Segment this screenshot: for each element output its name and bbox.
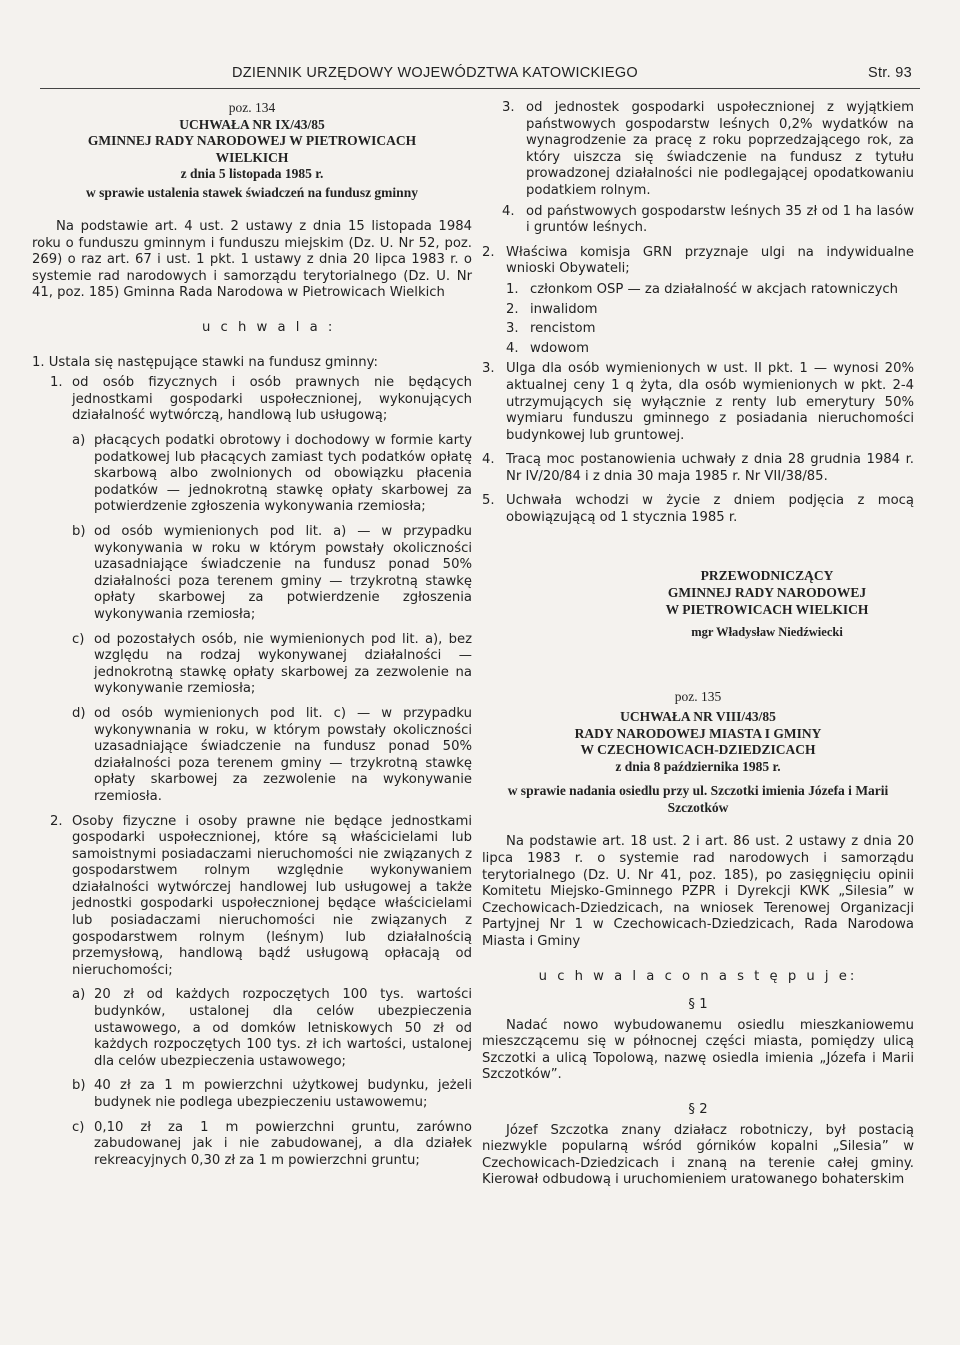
section-1-item-1: 1. od osób fizycznych i osób prawnych nie będących jednostkami gospodarki uspołecznionej, wykonujących działalność wytwórczą, handlową lub usługową; (50, 375, 472, 424)
list-item: 1. członkom OSP — za działalność w akcjach ratowniczych (506, 281, 898, 297)
preamble: Na podstawie art. 4 ust. 2 ustawy z dnia 15 listopada 1984 roku o funduszu gminnym i funduszu miejskim (Dz. U. Nr 52, poz. 269) o raz art. 67 i ust. 1 pkt. 1 ustawy z dnia 20 lipca 1983 r. o systemie rad narodowych i samorządu terytorialnego (Dz. U. Nr 41, poz. 185) Gminna Rada Narodowa w Pietrowicach Wielkich (32, 219, 472, 301)
resolution-title: UCHWAŁA NR IX/43/85 (179, 116, 325, 132)
section-3: 3. Ulga dla osób wymienionych w ust. II pkt. 1 — wynosi 20% aktualnej ceny 1 q żyta, dla osób wymienionych w pkt. 2-4 utrzymujących się wyłącznie z renty lub emerytury 50% wymiaru funduszu gminnego z posiadania nieruchomości budynkowej lub gruntowej. (482, 361, 914, 443)
section-1-item-3: 3. od jednostek gospodarki uspołecznionej z wyjątkiem państwowych gospodarstw leśnych 0,2% wydatków na wynagrodzenie za pracę z roku poprzedzającego rok, za który uiszcza się świadczenie na fundusz z tytułu prowadzonej działalności nie podlegającej opodatkowaniu podatkiem rolnym. (502, 100, 914, 198)
resolution-2-subject: w sprawie nadania osiedlu przy ul. Szczotki imienia Józefa i Marii Szczotków (507, 783, 889, 815)
issuing-body-2: RADY NARODOWEJ MIASTA I GMINY (574, 725, 822, 741)
list-item: 4. wdowom (506, 340, 589, 356)
list-item: 3. rencistom (506, 321, 596, 337)
issuing-body: GMINNEJ RADY NARODOWEJ W PIETROWICACH WIELKICH (87, 133, 417, 165)
paragraph-2-text: Józef Szczotka znany działacz robotniczy, był postacią niezwykle popularną wśród górników kopalni „Silesia” w Czechowicach-Dziedzicach i znaną na terenie całej gminy. Kierował odbudową i uruchomieniem uratowanego bohaterskim (482, 1122, 914, 1188)
resolution-heading (32, 100, 472, 183)
section-1-item-1d: d) od osób wymienionych pod lit. c) — w przypadku wykonywnania w roku, w którym powstały okoliczności uzasadniające świadczenie na fundusz ponad 50% działalności poza terenem gminy — trzykrotną stawkę opłaty skarbowej za zezwolenie na wykonywanie rzemiosła. (72, 705, 472, 804)
section-1-item-1b: b) od osób wymienionych pod lit. a) — w przypadku wykonywania w roku w którym powstały okoliczności uzasadniające świadczenie na fundusz ponad 50% działalności poza terenem gminy — trzykrotną stawkę opłaty skarbowej za potwierdzenie zgłoszenia wykonywania rzemiosła; (72, 524, 472, 622)
preamble-2: Na podstawie art. 18 ust. 2 i art. 86 ust. 2 ustawy z dnia 20 lipca 1983 r. o systemie rad narodowych i samorządu terytorialnego (Dz. U. Nr 41, poz. 185), po zasięgnięciu opinii Komitetu Miejsko-Gminnego PZPR i Dyrekcji KWK „Silesia” w Czechowicach-Dziedzicach, na wniosek Terenowej Organizacji Partyjnej Nr 1 w Czechowicach-Dziedzicach, Rada Narodowa Miasta i Gminy (482, 834, 914, 949)
resolution-2-heading (482, 689, 914, 776)
journal-title: DZIENNIK URZĘDOWY WOJEWÓDZTWA KATOWICKIEGO (232, 65, 638, 81)
section-1-item-4: 4. od państwowych gospodarstw leśnych 35 zł od 1 ha lasów i gruntów leśnych. (502, 203, 914, 236)
section-1-item-1c: c) od pozostałych osób, nie wymienionych pod lit. a), bez względu na rodzaj wykonywanej działalności — jednokrotną stawkę opłaty skarbowej za zezwolenie na wykonywanie rzemiosła; (72, 631, 472, 697)
signature-name: mgr Władysław Niedźwiecki (691, 624, 843, 639)
section-1: 1. Ustala się następujące stawki na fundusz gminny: (32, 354, 378, 370)
section-1-item-2a: a) 20 zł od każdych rozpoczętych 100 tys. wartości budynków, ustalonej dla celów ubezpieczenia ustawowego, a od domków letniskowych 50 zł od każdych rozpoczętych 100 tys. zł ich wartości, ustalonej dla celów ubezpieczenia ustawowego; (72, 987, 472, 1069)
section-4: 4. Tracą moc postanowienia uchwały z dnia 28 grudnia 1984 r. Nr IV/20/84 i z dnia 30 maja 1985 r. Nr VII/38/85. (482, 452, 914, 484)
signature-title: PRZEWODNICZĄCY (700, 567, 834, 583)
section-1-item-1a: a) płacących podatki obrotowy i dochodowy w formie karty podatkowej lub płacących zamiast tych podatków opłatę skarbową albo zwolnionych od obowiązku płacenia podatków — jednokrotną stawkę opłaty skarbowej za potwierdzenie zgłoszenia wykonywania rzemiosła; (72, 433, 472, 515)
signature-block (482, 567, 902, 641)
signature-body: GMINNEJ RADY NARODOWEJ (667, 584, 867, 600)
paragraph-1-mark: § 1 (688, 997, 708, 1013)
page-number: Str. 93 (867, 65, 912, 81)
section-1-item-2: 2. Osoby fizyczne i osoby prawne nie będące jednostkami gospodarki uspołecznionej, które są właścicielami lub samoistnymi posiadaczami nieruchomości nie związanych z gospodarstwem rolnym względnie wykonywaniem działalności wytwórczej handlowej lub usługowej a także jednostki gospodarki uspołecznionej będące właścicielami lub posiadaczami nieruchomości nie związanych z gospodarstwem rolnym (leśnym) lub działalnością przemysłową, handlową bądź usługową opłacają od nieruchomości; (50, 813, 472, 978)
paragraph-1-text: Nadać nowo wybudowanemu osiedlu mieszkaniowemu mieszczącemu się w północnej części miasta, pomiędzy ulicą Szczotki a ulicą Topolową, nazwę osiedla imienia „Józefa i Marii Szczotków”. (482, 1017, 914, 1083)
resolution-subject: w sprawie ustalenia stawek świadczeń na fundusz gminny (86, 184, 418, 200)
resolves-word: u c h w a l a : (202, 320, 336, 336)
list-item: 2. inwalidom (506, 301, 598, 317)
section-5: 5. Uchwała wchodzi w życie z dniem podjęcia z mocą obowiązującą od 1 stycznia 1985 r. (482, 493, 914, 526)
section-1-item-2c: c) 0,10 zł za 1 m powierzchni gruntu, zarówno zabudowanej jak i nie zabudowanej, a dla działek rekreacyjnych 0,30 zł za 1 m powierzchni gruntu; (72, 1119, 472, 1168)
paragraph-2-mark: § 2 (688, 1102, 708, 1118)
issuing-body-2-location: W CZECHOWICACH-DZIEDZICACH (580, 742, 816, 758)
section-2: 2. Właściwa komisja GRN przyznaje ulgi na indywidualne wnioski Obywateli; (482, 244, 914, 277)
section-2-list (482, 282, 914, 357)
resolves-word-2: u c h w a l a c o n a s t ę p u j e: (538, 968, 858, 984)
page-header (232, 62, 912, 84)
header-rule (40, 88, 920, 89)
position-number: poz. 134 (228, 100, 276, 115)
resolution-date: z dnia 5 listopada 1985 r. (180, 166, 324, 181)
left-column (32, 100, 472, 1169)
right-column (482, 100, 914, 1189)
position-number-2: poz. 135 (674, 688, 722, 704)
resolution-2-date: z dnia 8 października 1985 r. (615, 758, 781, 774)
section-1-item-2b: b) 40 zł za 1 m powierzchni użytkowej budynku, jeżeli budynek nie podlega ubezpieczeniu ustawowemu; (72, 1078, 472, 1110)
resolution-2-title: UCHWAŁA NR VIII/43/85 (620, 709, 776, 725)
signature-body-location: W PIETROWICACH WIELKICH (665, 601, 869, 617)
